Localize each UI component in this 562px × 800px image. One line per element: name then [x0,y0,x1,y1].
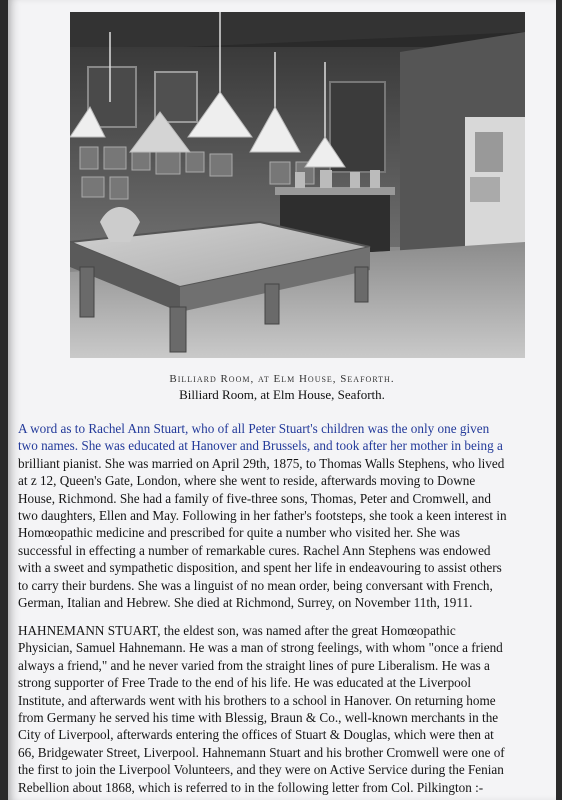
text-line: 66, Bridgewater Street, Liverpool. Hahnemann Stuart and his brother Cromwell were one of [18,744,505,760]
text-line: two daughters, Ellen and May. Following in her father's footsteps, she took a keen interest in [18,508,507,524]
text-line: A word as to Rachel Ann Stuart, who of all Peter Stuart's children was the only one given [18,421,490,436]
text-line: two names. She was educated at Hanover and Brussels, and took after her mother in being a [18,438,503,454]
text-line: with a sweet and sympathetic disposition, and spent her life in endeavouring to assist others [18,560,502,576]
text-line: to carry their burdens. She was a linguist of no mean order, being conversant with French, [18,577,493,593]
text-line: strong supporter of Free Trade to the end of his life. He was educated at the Liverpool [18,675,472,691]
text-line: at z 12, Queen's Gate, London, where she went to reside, afterwards moving to Downe [18,473,476,489]
paragraph-rachel-ann-stuart [18,420,546,611]
text-line: from Germany he served his time with Blessig, Braun & Co., well-known merchants in the [18,710,499,726]
text-line: City of Liverpool, afterwards entering the offices of Stuart & Douglas, which were then at [18,727,494,743]
text-line: House, Richmond. She had a family of five-three sons, Thomas, Peter and Cromwell, and [18,490,491,506]
text-line: Physician, Samuel Hahnemann. He was a man of strong feelings, with whom "once a friend [18,640,503,656]
paragraph-hahnemann-stuart [18,622,546,796]
photo-caption: Billiard Room, at Elm House, Seaforth. [179,387,385,402]
text-line: the first to join the Liverpool Volunteers, and they were on Active Service during the Fenian [18,762,504,778]
text-line: Homœopathic medicine and prescribed for quite a number who visited her. She was [18,525,461,541]
text-line: Institute, and afterwards went with his brothers to a school in Hanover. On returning home [18,692,496,708]
photo-illustration [70,12,525,358]
text-line: successful in effecting a number of remarkable cures. Rachel Ann Stephens was endowed [18,542,491,558]
photo-caption-small-caps: Billiard Room, at Elm House, Seaforth. [169,373,395,385]
billiard-room-photo [70,12,525,358]
text-line: German, Italian and Hebrew. She died at Richmond, Surrey, on November 11th, 1911. [18,595,473,611]
text-line: always a friend," and he never varied from the straight lines of pure Liberalism. He was a [18,657,490,673]
text-line: Rebellion about 1868, which is referred to in the following letter from Col. Pilkington :- [18,779,484,795]
document-page [8,0,556,800]
text-line: HAHNEMANN STUART, the eldest son, was named after the great Homœopathic [18,623,456,638]
text-line: brilliant pianist. She was married on April 29th, 1875, to Thomas Walls Stephens, who lived [18,455,505,471]
